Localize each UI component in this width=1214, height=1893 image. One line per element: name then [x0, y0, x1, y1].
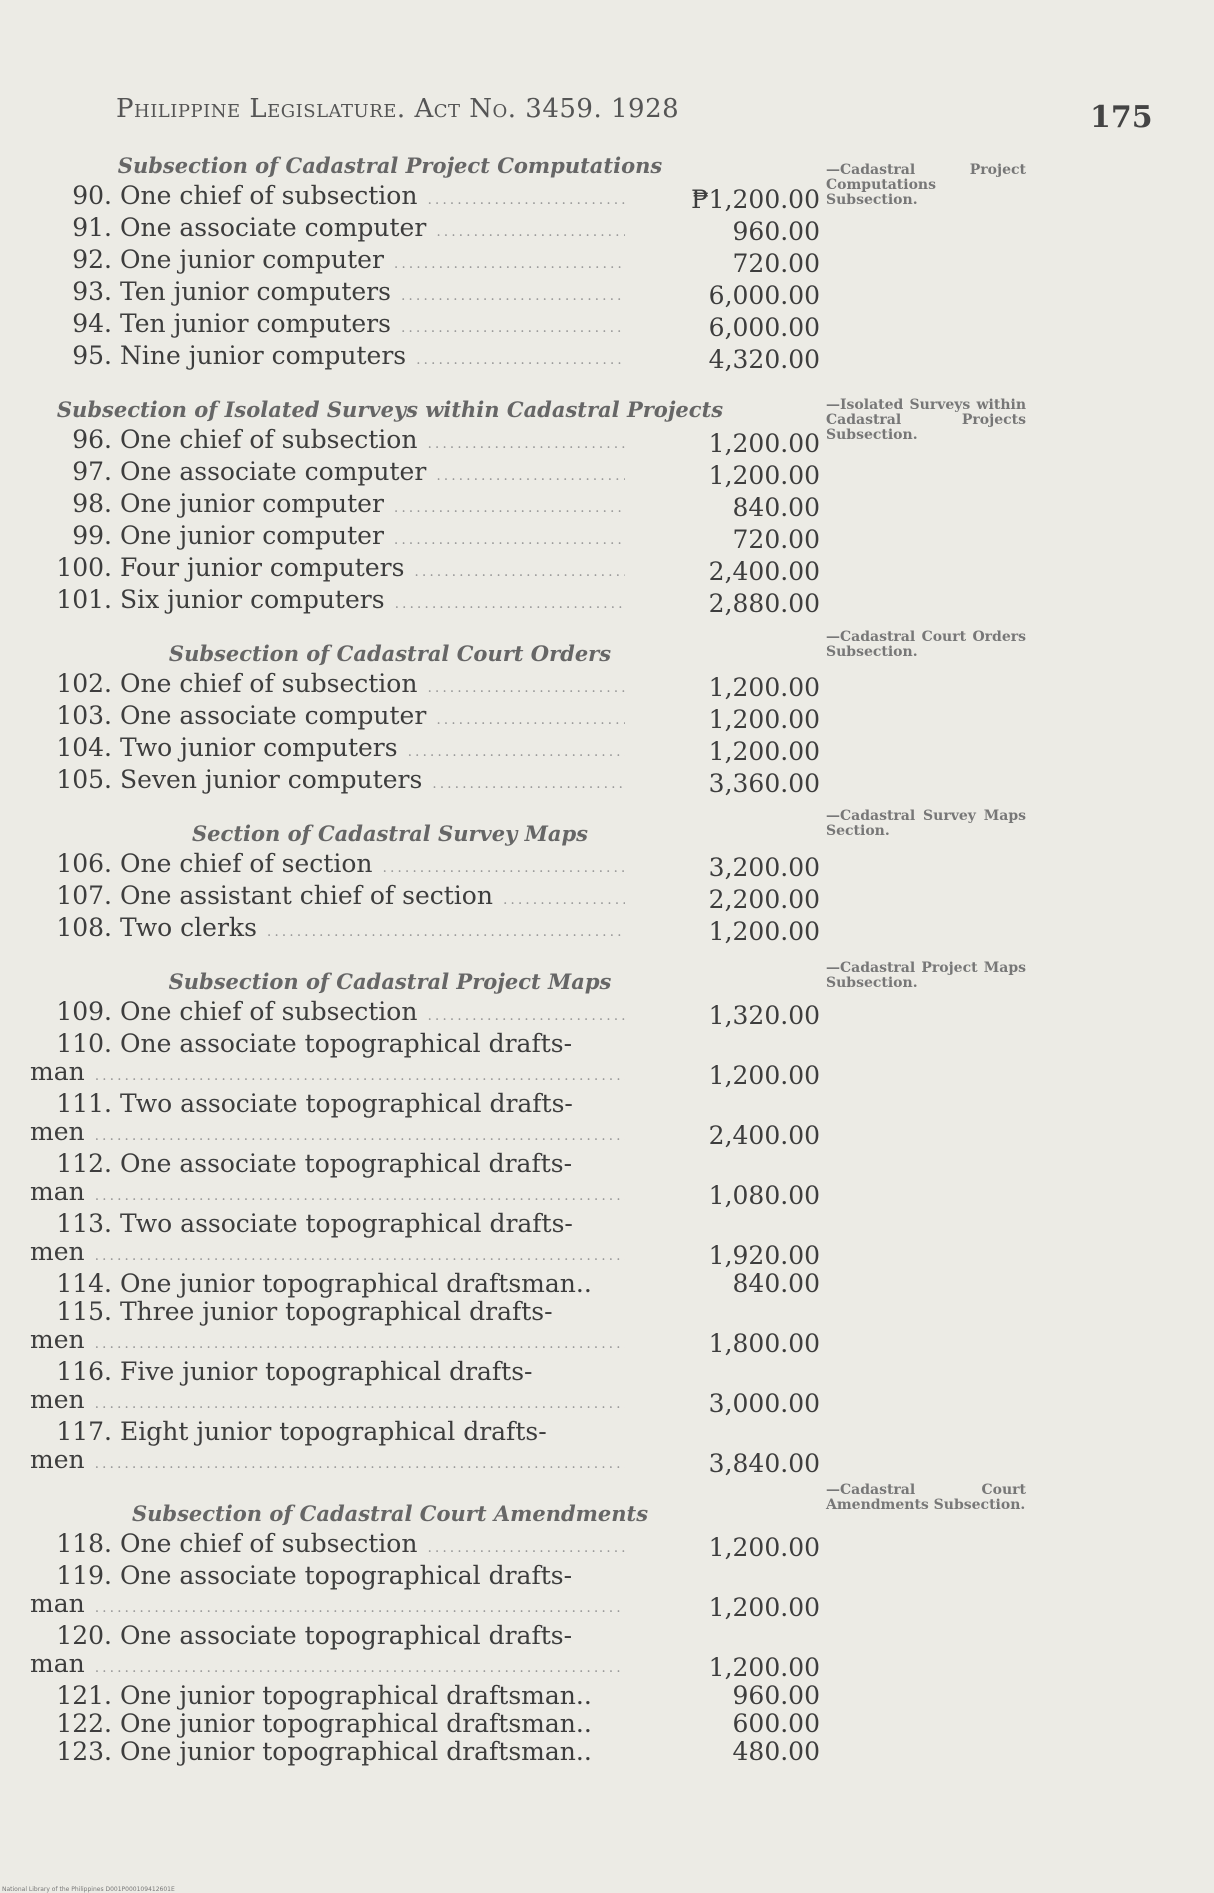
item-number: 109.: [56, 997, 112, 1026]
appropriation-list: [30, 150, 830, 1766]
item-amount: 3,200.00: [708, 853, 820, 882]
item-description-continued: man: [30, 1589, 85, 1618]
item-number: 122.: [56, 1709, 112, 1738]
budget-item: [30, 734, 820, 766]
item-number: 95.: [72, 341, 112, 370]
budget-item: [30, 1358, 820, 1418]
budget-item: [30, 1738, 820, 1766]
item-description: Seven junior computers: [120, 765, 423, 794]
budget-item: [30, 246, 820, 278]
item-description: One associate topographical drafts-: [120, 1149, 573, 1178]
budget-item: [30, 1150, 820, 1210]
item-number: 102.: [56, 669, 112, 698]
item-description-continued: man: [30, 1649, 85, 1678]
item-number: 98.: [72, 489, 112, 518]
dot-leader: [432, 770, 625, 798]
item-number: 100.: [56, 553, 112, 582]
item-number: 107.: [56, 881, 112, 910]
item-number: 119.: [56, 1561, 112, 1590]
budget-item: [30, 426, 820, 458]
item-amount: 1,320.00: [708, 1001, 820, 1030]
dot-leader: [427, 430, 625, 458]
item-description: One assistant chief of section: [120, 881, 493, 910]
item-description: Five junior topographical drafts-: [120, 1357, 533, 1386]
item-amount: 1,200.00: [708, 429, 820, 458]
dot-leader: [394, 250, 625, 278]
budget-item: [30, 458, 820, 490]
budget-item: [30, 1622, 820, 1682]
item-number: 94.: [72, 309, 112, 338]
budget-item: [30, 522, 820, 554]
item-amount: 1,200.00: [708, 1653, 820, 1682]
item-description: One junior topographical draftsman..: [120, 1269, 592, 1298]
dot-leader: [401, 282, 625, 310]
item-amount: 1,200.00: [708, 1061, 820, 1090]
item-description: One associate topographical drafts-: [120, 1621, 573, 1650]
item-amount: 1,200.00: [708, 1533, 820, 1562]
budget-item: [30, 214, 820, 246]
budget-item: [30, 1090, 820, 1150]
item-amount: 2,880.00: [708, 589, 820, 618]
item-description: Two junior computers: [120, 733, 398, 762]
item-amount: ₱1,200.00: [691, 185, 820, 214]
item-amount: 1,200.00: [708, 673, 820, 702]
item-description-continued: men: [30, 1117, 85, 1146]
item-amount: 1,200.00: [708, 737, 820, 766]
item-number: 118.: [56, 1529, 112, 1558]
dot-leader: [95, 1062, 625, 1090]
item-number: 97.: [72, 457, 112, 486]
budget-item: [30, 1710, 820, 1738]
dot-leader: [436, 462, 625, 490]
dot-leader: [503, 886, 625, 914]
item-number: 96.: [72, 425, 112, 454]
item-amount: 1,200.00: [708, 917, 820, 946]
dot-leader: [436, 706, 625, 734]
page-number: 175: [1090, 100, 1153, 135]
budget-item: [30, 182, 820, 214]
item-description: One associate computer: [120, 701, 427, 730]
dot-leader: [414, 558, 625, 586]
budget-item: [30, 342, 820, 374]
item-description: Two associate topographical drafts-: [120, 1209, 573, 1238]
dot-leader: [427, 674, 625, 702]
item-amount: 1,200.00: [708, 1593, 820, 1622]
item-amount: 960.00: [732, 1681, 820, 1710]
item-description: One chief of subsection: [120, 181, 418, 210]
item-amount: 720.00: [732, 525, 820, 554]
dot-leader: [394, 526, 625, 554]
budget-item: [30, 278, 820, 310]
budget-item: [30, 310, 820, 342]
dot-leader: [95, 1654, 625, 1682]
item-description: One junior topographical draftsman..: [120, 1681, 592, 1710]
item-amount: 600.00: [732, 1709, 820, 1738]
scan-credit: National Library of the Philippines D001P000109412601E: [2, 1886, 175, 1893]
item-description: Four junior computers: [120, 553, 405, 582]
item-amount: 960.00: [732, 217, 820, 246]
item-description: One chief of subsection: [120, 1529, 418, 1558]
dot-leader: [427, 1002, 625, 1030]
section-title: Subsection of Isolated Surveys within Cadastral Projects: [56, 397, 724, 422]
item-number: 111.: [56, 1089, 112, 1118]
item-amount: 1,200.00: [708, 705, 820, 734]
item-amount: 3,000.00: [708, 1389, 820, 1418]
item-number: 123.: [56, 1737, 112, 1766]
dot-leader: [436, 218, 625, 246]
item-number: 92.: [72, 245, 112, 274]
budget-item: [30, 998, 820, 1030]
item-number: 91.: [72, 213, 112, 242]
item-number: 121.: [56, 1681, 112, 1710]
budget-item: [30, 490, 820, 522]
item-description: Six junior computers: [120, 585, 385, 614]
item-number: 103.: [56, 701, 112, 730]
item-amount: 3,840.00: [708, 1449, 820, 1478]
item-number: 90.: [72, 181, 112, 210]
item-description: Two clerks: [120, 913, 257, 942]
item-number: 104.: [56, 733, 112, 762]
item-description-continued: men: [30, 1325, 85, 1354]
item-number: 101.: [56, 585, 112, 614]
item-description: One associate topographical drafts-: [120, 1029, 573, 1058]
item-description: One associate computer: [120, 457, 427, 486]
item-amount: 6,000.00: [708, 313, 820, 342]
item-number: 120.: [56, 1621, 112, 1650]
item-description: One associate computer: [120, 213, 427, 242]
section-title: Section of Cadastral Survey Maps: [192, 821, 588, 846]
item-number: 113.: [56, 1209, 112, 1238]
item-amount: 2,200.00: [708, 885, 820, 914]
item-description: Two associate topographical drafts-: [120, 1089, 573, 1118]
item-description: One junior computer: [120, 489, 384, 518]
item-description: One junior computer: [120, 521, 384, 550]
item-amount: 2,400.00: [708, 1121, 820, 1150]
item-number: 108.: [56, 913, 112, 942]
item-description-continued: men: [30, 1445, 85, 1474]
margin-note: —Cadastral Court Amendments Subsection.: [826, 1482, 1026, 1513]
dot-leader: [427, 1534, 625, 1562]
budget-item: [30, 1210, 820, 1270]
item-number: 99.: [72, 521, 112, 550]
item-amount: 1,200.00: [708, 461, 820, 490]
item-description: Nine junior computers: [120, 341, 407, 370]
dot-leader: [416, 346, 625, 374]
item-number: 93.: [72, 277, 112, 306]
item-amount: 4,320.00: [708, 345, 820, 374]
item-description-continued: men: [30, 1385, 85, 1414]
item-amount: 1,080.00: [708, 1181, 820, 1210]
item-description: Ten junior computers: [120, 309, 391, 338]
item-description: One junior computer: [120, 245, 384, 274]
dot-leader: [394, 494, 625, 522]
section-title: Subsection of Cadastral Project Computations: [117, 153, 663, 178]
item-amount: 840.00: [732, 493, 820, 522]
item-number: 116.: [56, 1357, 112, 1386]
item-amount: 1,800.00: [708, 1329, 820, 1358]
running-head: Philippine Legislature. Act No. 3459. 1928: [116, 94, 680, 124]
item-amount: 3,360.00: [708, 769, 820, 798]
item-amount: 720.00: [732, 249, 820, 278]
section-title: Subsection of Cadastral Project Maps: [168, 969, 612, 994]
dot-leader: [95, 1242, 625, 1270]
margin-note: —Cadastral Court Orders Subsection.: [826, 629, 1026, 660]
item-number: 112.: [56, 1149, 112, 1178]
budget-item: [30, 1418, 820, 1478]
item-description: Three junior topographical drafts-: [120, 1297, 553, 1326]
item-description: One associate topographical drafts-: [120, 1561, 573, 1590]
budget-item: [30, 586, 820, 618]
margin-note: —Cadastral Project Maps Subsection.: [826, 960, 1026, 991]
dot-leader: [95, 1450, 625, 1478]
budget-item: [30, 702, 820, 734]
budget-item: [30, 670, 820, 702]
dot-leader: [395, 590, 625, 618]
item-number: 115.: [56, 1297, 112, 1326]
item-amount: 480.00: [732, 1737, 820, 1766]
budget-item: [30, 850, 820, 882]
budget-item: [30, 882, 820, 914]
item-description: Eight junior topographical drafts-: [120, 1417, 547, 1446]
item-description: One chief of subsection: [120, 425, 418, 454]
item-description: One junior topographical draftsman..: [120, 1737, 592, 1766]
dot-leader: [408, 738, 625, 766]
item-description: One chief of subsection: [120, 997, 418, 1026]
item-amount: 840.00: [732, 1269, 820, 1298]
budget-item: [30, 914, 820, 946]
item-number: 117.: [56, 1417, 112, 1446]
item-description-continued: men: [30, 1237, 85, 1266]
item-amount: 6,000.00: [708, 281, 820, 310]
item-amount: 1,920.00: [708, 1241, 820, 1270]
item-description: One chief of section: [120, 849, 373, 878]
dot-leader: [95, 1390, 625, 1418]
dot-leader: [383, 854, 625, 882]
dot-leader: [95, 1330, 625, 1358]
item-description: One chief of subsection: [120, 669, 418, 698]
margin-note: —Cadastral Survey Maps Section.: [826, 808, 1026, 839]
budget-item: [30, 554, 820, 586]
item-number: 110.: [56, 1029, 112, 1058]
margin-note: —Cadastral Project Computations Subsection.: [826, 162, 1026, 208]
item-description-continued: man: [30, 1177, 85, 1206]
item-description-continued: man: [30, 1057, 85, 1086]
budget-item: [30, 1270, 820, 1298]
margin-note: —Isolated Surveys within Cadastral Projects Subsection.: [826, 397, 1026, 443]
budget-item: [30, 1682, 820, 1710]
dot-leader: [95, 1594, 625, 1622]
dot-leader: [401, 314, 625, 342]
dot-leader: [95, 1182, 625, 1210]
section-title: Subsection of Cadastral Court Orders: [168, 641, 612, 666]
dot-leader: [427, 186, 625, 214]
budget-item: [30, 1030, 820, 1090]
item-number: 105.: [56, 765, 112, 794]
item-description: One junior topographical draftsman..: [120, 1709, 592, 1738]
item-amount: 2,400.00: [708, 557, 820, 586]
section-title: Subsection of Cadastral Court Amendments: [131, 1501, 649, 1526]
item-description: Ten junior computers: [120, 277, 391, 306]
budget-item: [30, 1530, 820, 1562]
dot-leader: [267, 918, 625, 946]
dot-leader: [95, 1122, 625, 1150]
item-number: 114.: [56, 1269, 112, 1298]
item-number: 106.: [56, 849, 112, 878]
budget-item: [30, 766, 820, 798]
budget-item: [30, 1562, 820, 1622]
budget-item: [30, 1298, 820, 1358]
